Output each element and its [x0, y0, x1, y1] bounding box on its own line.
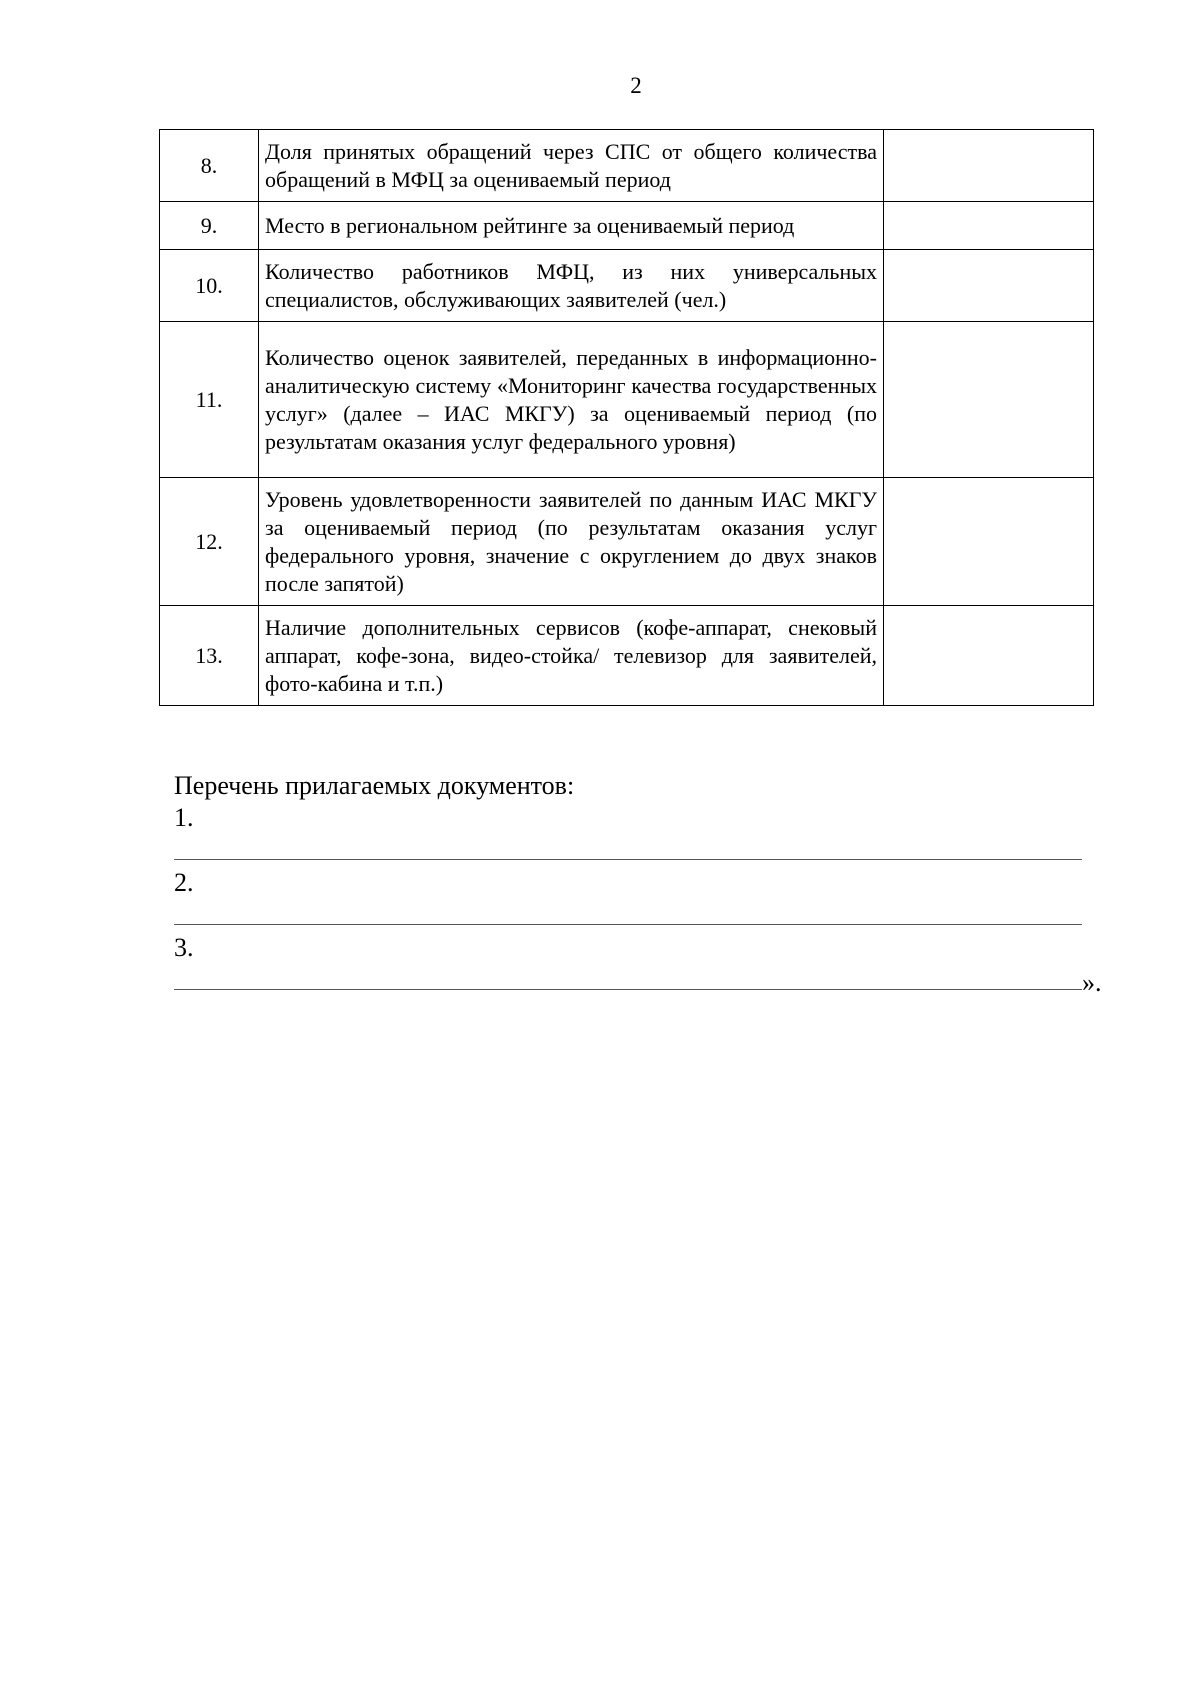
row-number: 10.	[160, 250, 259, 322]
documents-title: Перечень прилагаемых документов:	[174, 771, 575, 800]
document-number: 3.	[174, 933, 194, 962]
row-value	[884, 478, 1094, 606]
table-row	[160, 250, 1094, 322]
row-description: Количество работников МФЦ, из них универсальных специалистов, обслуживающих заявителей (чел.)	[259, 250, 884, 322]
page-number: 2	[630, 73, 642, 98]
row-number: 13.	[160, 606, 259, 706]
row-description: Место в региональном рейтинге за оцениваемый период	[259, 202, 884, 250]
table-row	[160, 322, 1094, 478]
row-value	[884, 130, 1094, 202]
document-blank-line	[174, 859, 1082, 860]
row-value	[884, 322, 1094, 478]
table-row	[160, 606, 1094, 706]
row-value	[884, 202, 1094, 250]
indicators-table	[159, 129, 1094, 706]
row-description: Наличие дополнительных сервисов (кофе-аппарат, снековый аппарат, кофе-зона, видео-стойка/ телевизор для заявителей, фото-кабина и т.п.)	[259, 606, 884, 706]
row-value	[884, 606, 1094, 706]
document-number: 2.	[174, 868, 194, 897]
row-value	[884, 250, 1094, 322]
table-row	[160, 202, 1094, 250]
table-row	[160, 478, 1094, 606]
row-number: 9.	[160, 202, 259, 250]
document-blank-line	[174, 989, 1082, 990]
document-number: 1.	[174, 803, 194, 832]
document-item	[174, 867, 1084, 932]
row-number: 8.	[160, 130, 259, 202]
row-description: Уровень удовлетворенности заявителей по данным ИАС МКГУ за оцениваемый период (по результатам оказания услуг федерального уровня, значение с округлением до двух знаков после запятой)	[259, 478, 884, 606]
row-number: 12.	[160, 478, 259, 606]
table-row	[160, 130, 1094, 202]
document-item	[174, 932, 1084, 997]
document-blank-line	[174, 924, 1082, 925]
row-description: Доля принятых обращений через СПС от общего количества обращений в МФЦ за оцениваемый период	[259, 130, 884, 202]
row-description: Количество оценок заявителей, переданных в информационно-аналитическую систему «Мониторинг качества государственных услуг» (далее – ИАС МКГУ) за оцениваемый период (по результатам оказания услуг федерального уровня)	[259, 322, 884, 478]
document-item	[174, 802, 1084, 867]
row-number: 11.	[160, 322, 259, 478]
closing-quote: ».	[1082, 968, 1102, 997]
attached-documents	[174, 770, 1084, 997]
